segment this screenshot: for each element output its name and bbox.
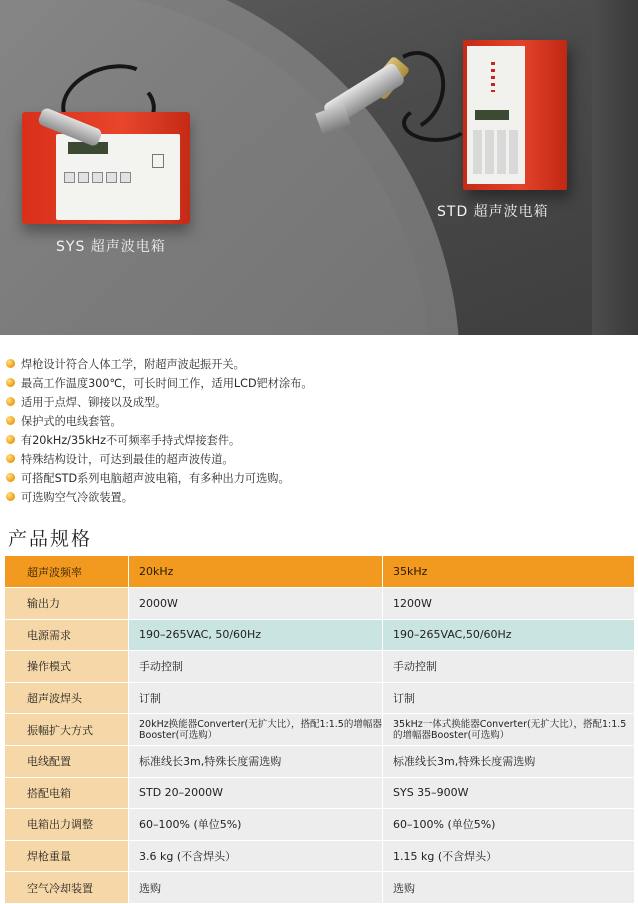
spec-label: 电源需求 [5, 619, 129, 651]
hero-side-stripe [592, 0, 638, 335]
sys-generator-unit [22, 112, 190, 224]
feature-item: 保护式的电线套管。 [4, 412, 313, 431]
sys-front-panel [56, 134, 180, 220]
spec-value-35khz: 1200W [383, 588, 635, 620]
orange-bullet-icon [6, 454, 15, 463]
spec-value-20khz: 选购 [129, 872, 383, 904]
spec-header-label: 超声波频率 [5, 556, 129, 588]
spec-value-35khz: 1.15 kg (不含焊头） [383, 840, 635, 872]
std-keypad [473, 130, 519, 174]
table-row [5, 745, 635, 777]
table-row [5, 777, 635, 809]
orange-bullet-icon [6, 378, 15, 387]
orange-bullet-icon [6, 359, 15, 368]
spec-value-35khz: 手动控制 [383, 651, 635, 683]
table-row [5, 651, 635, 683]
std-front-panel [467, 46, 525, 184]
spec-value-20khz: STD 20–2000W [129, 777, 383, 809]
spec-label: 输出力 [5, 588, 129, 620]
table-row [5, 619, 635, 651]
spec-header-col1: 20kHz [129, 556, 383, 588]
std-generator-unit [463, 40, 567, 190]
spec-value-35khz: SYS 35–900W [383, 777, 635, 809]
orange-bullet-icon [6, 473, 15, 482]
orange-bullet-icon [6, 435, 15, 444]
std-cable-loop [402, 104, 470, 142]
spec-value-20khz: 手动控制 [129, 651, 383, 683]
std-lcd-display [475, 110, 509, 120]
orange-bullet-icon [6, 416, 15, 425]
table-row [5, 872, 635, 904]
table-row [5, 682, 635, 714]
spec-value-20khz: 标准线长3m,特殊长度需选购 [129, 745, 383, 777]
feature-item: 适用于点焊、铆接以及成型。 [4, 393, 313, 412]
spec-label: 电箱出力调整 [5, 809, 129, 841]
spec-label: 电线配置 [5, 745, 129, 777]
std-led-indicators [491, 62, 495, 92]
spec-value-20khz: 60–100% (单位5%) [129, 809, 383, 841]
feature-item: 可选购空气冷欲装置。 [4, 488, 313, 507]
spec-value-35khz: 60–100% (单位5%) [383, 809, 635, 841]
spec-header-col2: 35kHz [383, 556, 635, 588]
spec-table [4, 555, 635, 904]
sys-caption: SYS 超声波电箱 [56, 239, 166, 255]
spec-label: 空气冷却装置 [5, 872, 129, 904]
spec-label: 焊枪重量 [5, 840, 129, 872]
feature-item: 最高工作温度300℃，可长时间工作，适用LCD钯材涂布。 [4, 374, 313, 393]
spec-value-20khz: 3.6 kg (不含焊头） [129, 840, 383, 872]
spec-label: 搭配电箱 [5, 777, 129, 809]
spec-value-20khz: 订制 [129, 682, 383, 714]
feature-item: 焊枪设计符合人体工学，附超声波起振开关。 [4, 355, 313, 374]
spec-label: 操作模式 [5, 651, 129, 683]
spec-value-35khz: 标准线长3m,特殊长度需选购 [383, 745, 635, 777]
orange-bullet-icon [6, 397, 15, 406]
spec-value-35khz: 订制 [383, 682, 635, 714]
spec-title: 产品规格 [8, 528, 93, 550]
spec-value-35khz: 选购 [383, 872, 635, 904]
table-row [5, 588, 635, 620]
spec-value-35khz: 35kHz一体式换能器Converter(无扩大比），搭配1:1.5的增幅器Booster(可选购） [383, 714, 635, 746]
spec-header-row [5, 556, 635, 588]
spec-label: 超声波焊头 [5, 682, 129, 714]
feature-item: 有20kHz/35kHz不可频率手持式焊接套件。 [4, 431, 313, 450]
spec-value-20khz: 190–265VAC, 50/60Hz [129, 619, 383, 651]
table-row [5, 809, 635, 841]
spec-label: 振幅扩大方式 [5, 714, 129, 746]
orange-bullet-icon [6, 492, 15, 501]
product-hero-image [0, 0, 638, 335]
spec-value-20khz: 20kHz换能器Converter(无扩大比），搭配1:1.5的增幅器Booster(可选购） [129, 714, 383, 746]
table-row [5, 714, 635, 746]
std-caption: STD 超声波电箱 [437, 204, 549, 220]
spec-value-35khz: 190–265VAC,50/60Hz [383, 619, 635, 651]
sys-keypad [64, 172, 131, 183]
feature-list [4, 355, 313, 507]
spec-value-20khz: 2000W [129, 588, 383, 620]
feature-item: 可搭配STD系列电脑超声波电箱，有多种出力可选购。 [4, 469, 313, 488]
table-row [5, 840, 635, 872]
sys-logo-icon [152, 154, 164, 168]
feature-item: 特殊结构设计，可达到最佳的超声波传道。 [4, 450, 313, 469]
